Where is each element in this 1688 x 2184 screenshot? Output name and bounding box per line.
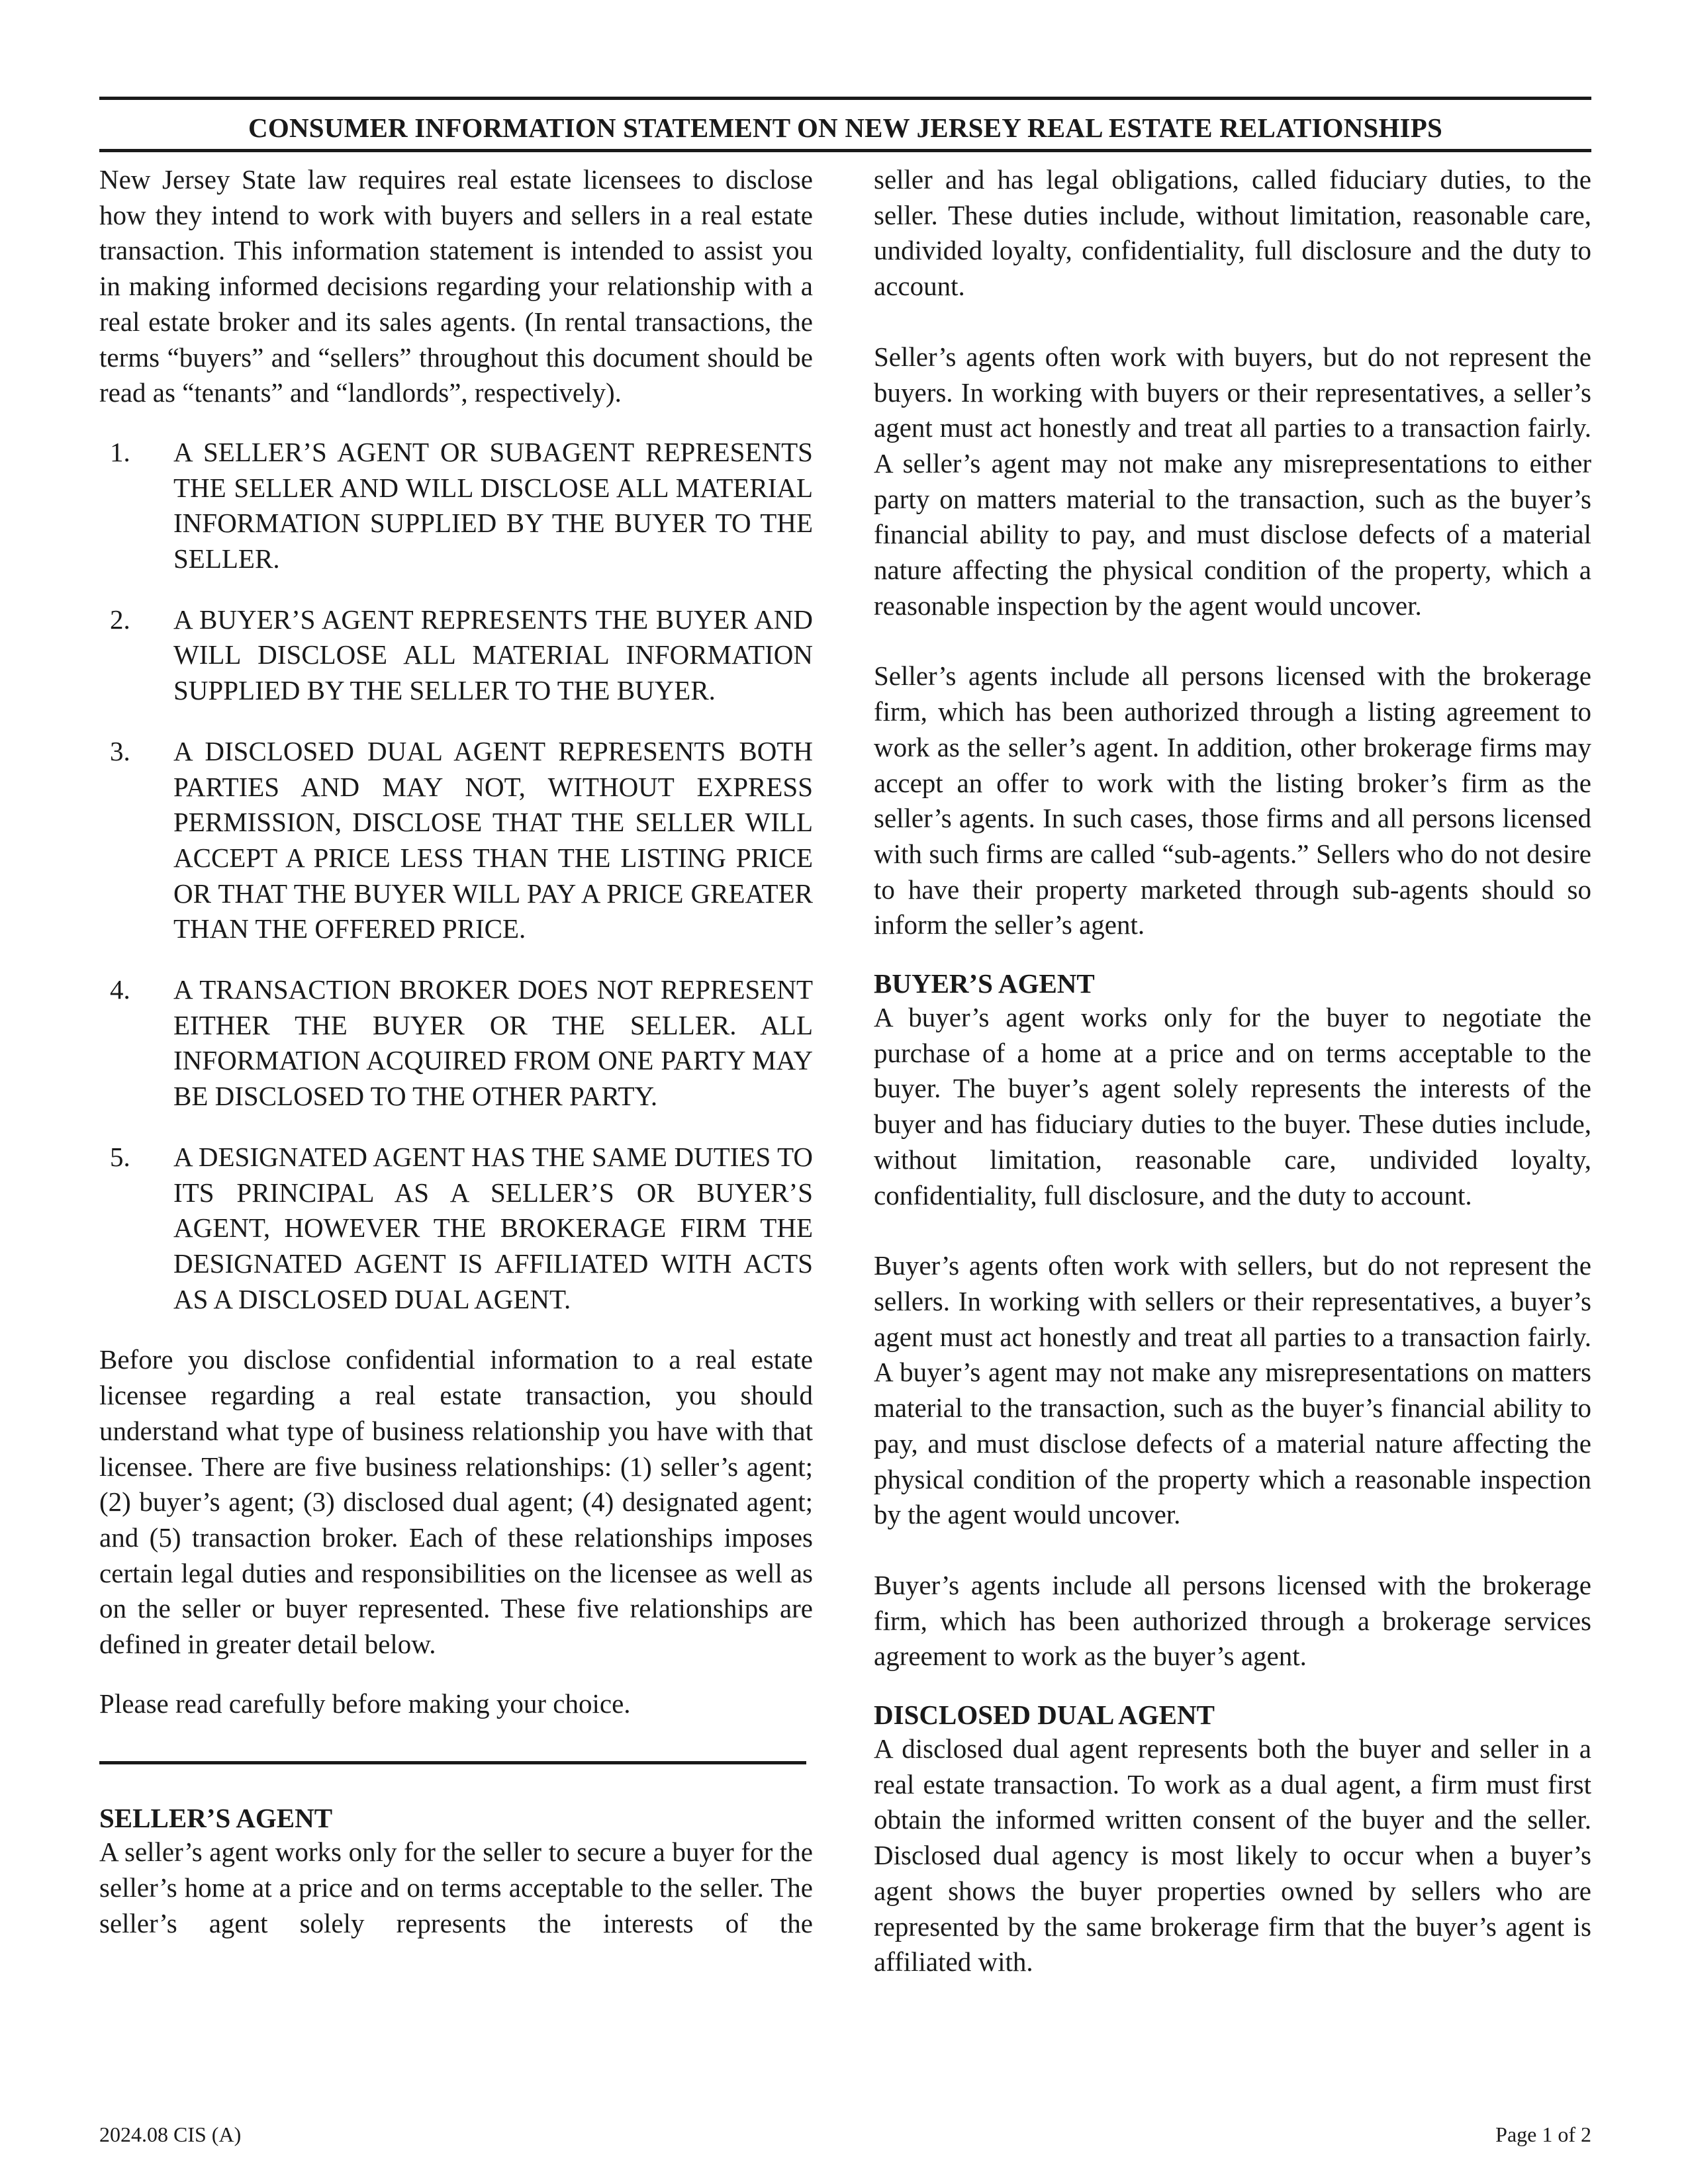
sellers-agent-paragraph-2: Seller’s agents often work with buyers, but do not represent the buyers. In working with buyers or their representatives, a seller’s agent must act honestly and treat all parties to a transaction fairly. A seller’s agent may not make any misrepresentations to either party on matters material to the transaction, such as the buyer’s financial ability to pay, and must disclose defects of a material nature affecting the physical condition of the property, which a reasonable inspection by the agent would uncover. [874,341,1591,621]
section-divider-rule [99,1761,806,1764]
list-item-number: 4. [110,974,130,1005]
list-item [99,734,813,947]
buyers-agent-paragraph-3: Buyer’s agents include all persons licensed with the brokerage firm, which has been authorized through a brokerage services agreement to work as the buyer’s agent. [874,1569,1591,1672]
sellers-agent-paragraph-3: Seller’s agents include all persons licensed with the brokerage firm, which has been authorized through a listing agreement to work as the seller’s agent. In addition, other brokerage firms may accept an offer to work with the listing broker’s firm as the seller’s agents. In such cases, those firms and all persons licensed with such firms are called “sub-agents.” Sellers who do not desire to have their property marketed through sub-agents should so inform the seller’s agent. [874,660,1591,940]
right-column [874,162,1591,1980]
dual-agent-heading: DISCLOSED DUAL AGENT [874,1700,1215,1731]
sellers-agent-heading: SELLER’S AGENT [99,1803,333,1834]
top-rule [99,97,1591,100]
list-item-number: 1. [110,436,130,467]
list-item [99,602,813,709]
before-disclose-paragraph: Before you disclose confidential information to a real estate licensee regarding a real estate transaction, you should understand what type of business relationship you have with that licensee. There are five business relationships: (1) seller’s agent; (2) buyer’s agent; (3) disclosed dual agent; (4) designated agent; and (5) transaction broker. Each of these relationships imposes certain legal duties and responsibilities on the licensee as well as on the seller or buyer represented. These five relationships are defined in greater detail below. [99,1344,813,1660]
document-title: CONSUMER INFORMATION STATEMENT ON NEW JERSEY REAL ESTATE RELATIONSHIPS [248,113,1442,143]
intro-paragraph: New Jersey State law requires real estate licensees to disclose how they intend to work with buyers and sellers in a real estate transaction. This information statement is intended to assist you in making informed decisions regarding your relationship with a real estate broker and its sales agents. (In rental transactions, the terms “buyers” and “sellers” throughout this document should be read as “tenants” and “landlords”, respectively). [99,164,813,408]
please-read-paragraph: Please read carefully before making your choice. [99,1688,631,1719]
title-underline-rule [99,149,1591,152]
list-item [99,1140,813,1318]
buyers-agent-paragraph-2: Buyer’s agents often work with sellers, but do not represent the sellers. In working with sellers or their representatives, a buyer’s agent must act honestly and treat all parties to a transaction fairly. A buyer’s agent may not make any misrepresentations on matters material to the transaction, such as the buyer’s financial ability to pay, and must disclose defects of a material nature affecting the physical condition of the property which a reasonable inspection by the agent would uncover. [874,1250,1591,1530]
form-code: 2024.08 CIS (A) [99,2122,242,2146]
relationship-list [99,435,813,1317]
list-item [99,972,813,1115]
sellers-agent-paragraph-continued: seller and has legal obligations, called fiduciary duties, to the seller. These duties include, without limitation, reasonable care, undivided loyalty, confidentiality, full disclosure and the duty to account. [874,164,1591,302]
buyers-agent-paragraph-1: A buyer’s agent works only for the buyer to negotiate the purchase of a home at a price and on terms acceptable to the buyer. The buyer’s agent solely represents the interests of the buyer and has fiduciary duties to the buyer. These duties include, without limitation, reasonable care, undivided loyalty, confidentiality, full disclosure, and the duty to account. [874,1002,1591,1210]
dual-agent-paragraph: A disclosed dual agent represents both the buyer and seller in a real estate transaction. To work as a dual agent, a firm must first obtain the informed written consent of the buyer and the seller. Disclosed dual agency is most likely to occur when a buyer’s agent shows the buyer properties owned by sellers who are represented by the same brokerage firm that the buyer’s agent is affiliated with. [874,1733,1591,1978]
list-item-text: A TRANSACTION BROKER DOES NOT REPRESENT EITHER THE BUYER OR THE SELLER. ALL INFORMATION ACQUIRED FROM ONE PARTY MAY BE DISCLOSED TO THE OTHER PARTY. [173,974,813,1112]
list-item-text: A DISCLOSED DUAL AGENT REPRESENTS BOTH PARTIES AND MAY NOT, WITHOUT EXPRESS PERMISSION, DISCLOSE THAT THE SELLER WILL ACCEPT A PRICE LESS THAN THE LISTING PRICE OR THAT THE BUYER WILL PAY A PRICE GREATER THAN THE OFFERED PRICE. [173,735,813,944]
list-item-number: 5. [110,1141,130,1172]
list-item-number: 2. [110,604,130,635]
list-item-number: 3. [110,735,130,766]
left-column [99,162,813,1942]
list-item-text: A DESIGNATED AGENT HAS THE SAME DUTIES TO ITS PRINCIPAL AS A SELLER’S OR BUYER’S AGENT, HOWEVER THE BROKERAGE FIRM THE DESIGNATED AGENT IS AFFILIATED WITH ACTS AS A DISCLOSED DUAL AGENT. [173,1141,813,1314]
buyers-agent-heading: BUYER’S AGENT [874,968,1095,999]
page-number: Page 1 of 2 [1495,2122,1591,2146]
list-item-text: A BUYER’S AGENT REPRESENTS THE BUYER AND WILL DISCLOSE ALL MATERIAL INFORMATION SUPPLIED BY THE SELLER TO THE BUYER. [173,604,813,706]
list-item-text: A SELLER’S AGENT OR SUBAGENT REPRESENTS THE SELLER AND WILL DISCLOSE ALL MATERIAL INFORMATION SUPPLIED BY THE BUYER TO THE SELLER. [173,436,813,574]
list-item [99,435,813,577]
sellers-agent-paragraph-start: A seller’s agent works only for the seller to secure a buyer for the seller’s home at a price and on terms acceptable to the seller. The seller’s agent solely represents the interests of the [99,1837,813,1938]
